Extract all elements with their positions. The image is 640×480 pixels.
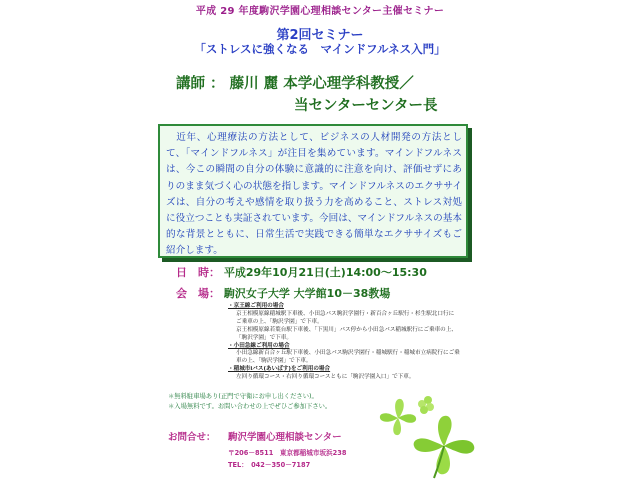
venue-label: 会 場： (176, 287, 220, 300)
access-odakyu-line: 小田急線新百合ヶ丘駅下車後、小田急バス駒沢学園行・稲城駅行・稲城市立病院行にご乗 (236, 350, 460, 357)
date-value: 平成29年10月21日(土)14:00～15:30 (223, 266, 427, 279)
contact-label: お問合せ： (168, 432, 216, 443)
access-keio-line: ご乗車の上、「駒沢学園」で下車。 (236, 318, 323, 325)
clover-large-icon (414, 416, 475, 478)
access-keio-line: 京王相模原線稲城駅下車後、小田急バス駒沢学園行・新百合ヶ丘駅行・杉生駅北口行に (236, 310, 455, 317)
clover-illustration (374, 388, 492, 480)
contact-address: 〒206－8511 東京都稲城市坂浜238 (228, 449, 347, 457)
parking-note: ＊無料駐車場あり(正門で守衛にお申し出ください)。 (168, 393, 318, 400)
access-keio-line: 「駒沢学園」で下車。 (236, 334, 292, 341)
access-odakyu-heading: ・小田急線ご利用の場合 (228, 342, 290, 349)
date-row (176, 264, 427, 280)
clover-mini-icon (418, 396, 434, 414)
access-keio-heading: ・京王線ご利用の場合 (228, 303, 284, 309)
description-text: 近年、心理療法の方法として、ビジネスの人材開発の方法として、「マインドフルネス」が注目を集めています。マインドフルネスは、今この瞬間の自分の体験に意識的に注意を向け、評価せずにありのまま気づく心の状態を指します。マインドフルネスのエクササイズは、自分の考えや感情を取り扱う力を高めること、ストレス対処に役立つことも実証されています。今回は、マインドフルネスの基本的な背景とともに、日常生活で実践できる簡単なエクササイズもご紹介します。 (166, 132, 462, 257)
contact-org: 駒沢学園心理相談センター (228, 432, 342, 443)
flyer-page (146, 0, 494, 480)
date-label: 日 時： (176, 266, 220, 279)
seminar-title: 「ストレスに強くなる マインドフルネス入門」 (194, 42, 446, 56)
access-info (228, 303, 478, 382)
access-inagi-line: 左回り循環コース・右回り循環コースともに「駒沢学園入口」で下車。 (236, 374, 415, 381)
description-box (158, 124, 468, 258)
access-odakyu-line: 車の上、「駒沢学園」で下車。 (236, 358, 312, 365)
lecturer-line-2: 当センターセンター長 (294, 98, 438, 114)
header-line: 平成 29 年度駒沢学園心理相談センター主催セミナー (195, 6, 445, 17)
lecturer-line-1: 講師 ： 藤川 麗 本学心理学科教授／ (176, 76, 414, 92)
venue-row (176, 285, 390, 301)
clover-small-icon (380, 399, 416, 435)
access-inagi-heading: ・稲城市iバス(あいばす)をご利用の場合 (228, 366, 331, 373)
access-keio-line: 京王相模原線若葉台駅下車後、「下黒川」バス停から小田急バス稲城駅行にご乗車の上、 (236, 326, 457, 333)
venue-value: 駒沢女子大学 大学館10－38教場 (223, 287, 391, 300)
entry-note: ＊入場無料です。お問い合わせの上でぜひご参加下さい。 (168, 403, 332, 410)
seminar-number: 第2回セミナー (276, 28, 364, 43)
contact-tel: TEL： 042－350－7187 (228, 461, 311, 469)
notes (168, 392, 331, 412)
